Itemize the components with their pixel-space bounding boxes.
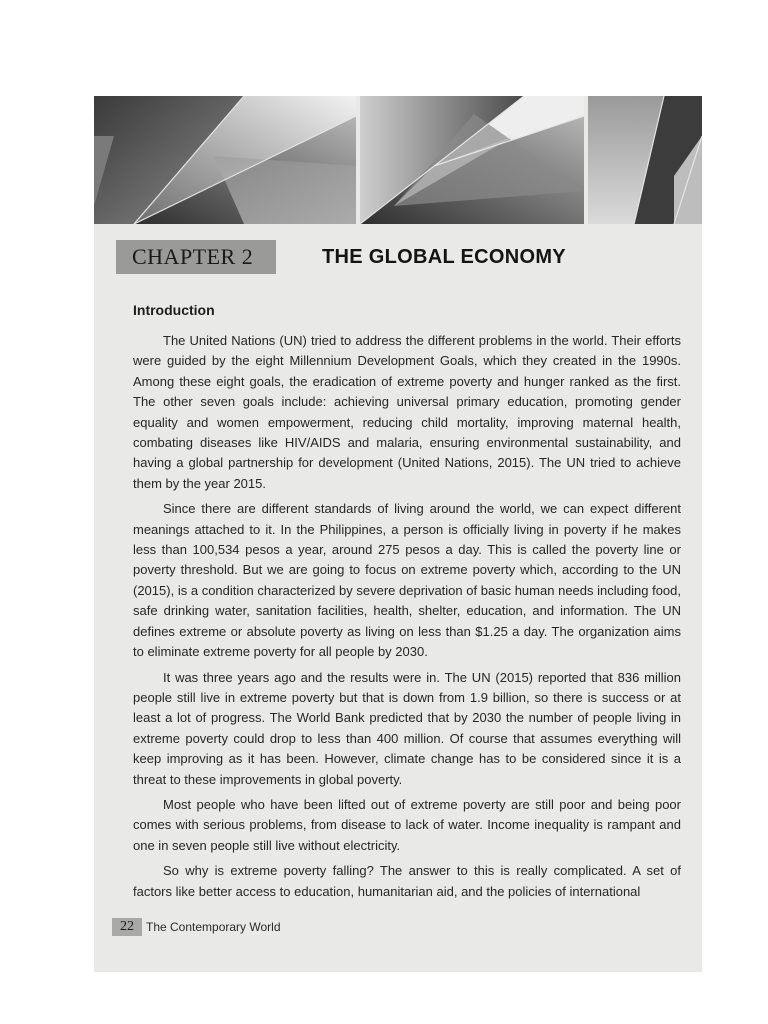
geometric-banner-image [94, 96, 702, 224]
paragraph-3: It was three years ago and the results were in. The UN (2015) reported that 836 million people still live in extreme poverty but that is down from 1.9 billion, so there is success or at least a lot of progress. The World Bank predicted that by 2030 the number of people living in extreme poverty could drop to less than 400 million. Of course that assumes everything will keep improving as it has been. However, climate change has to be considered since it is a threat to these improvements in global poverty. [133, 669, 681, 787]
chapter-label: CHAPTER 2 [132, 244, 254, 269]
book-page [94, 96, 702, 972]
paragraph-5: So why is extreme poverty falling? The answer to this is really complicated. A set of factors like better access to education, humanitarian aid, and the policies of international [133, 863, 681, 899]
body-text [133, 331, 681, 907]
paragraph-4: Most people who have been lifted out of extreme poverty are still poor and being poor comes with serious problems, from disease to lack of water. Income inequality is rampant and one in seven people still live without electricity. [133, 796, 681, 853]
chapter-title: THE GLOBAL ECONOMY [322, 246, 566, 268]
page-number: 22 [120, 919, 134, 934]
section-heading: Introduction [133, 302, 215, 318]
paragraph-1: The United Nations (UN) tried to address the different problems in the world. Their efforts were guided by the eight Millennium Development Goals, which they created in the 1990s. Among these eight goals, the eradication of extreme poverty and hunger ranked as the first. The other seven goals include: achieving universal primary education, promoting gender equality and women empowerment, reducing child mortality, improving maternal health, combating diseases like HIV/AIDS and malaria, ensuring environmental sustainability, and having a global partnership for development (United Nations, 2015). The UN tried to achieve them by the year 2015. [133, 333, 681, 491]
paragraph-2: Since there are different standards of living around the world, we can expect different meanings attached to it. In the Philippines, a person is officially living in poverty if he makes less than 100,534 pesos a year, around 275 pesos a day. This is called the poverty line or poverty threshold. But we are going to focus on extreme poverty which, according to the UN (2015), is a condition characterized by severe deprivation of basic human needs including food, safe drinking water, sanitation facilities, health, shelter, education, and information. The UN defines extreme or absolute poverty as living on less than $1.25 a day. The organization aims to eliminate extreme poverty for all people by 2030. [133, 501, 681, 660]
footer-book-title: The Contemporary World [146, 920, 281, 934]
